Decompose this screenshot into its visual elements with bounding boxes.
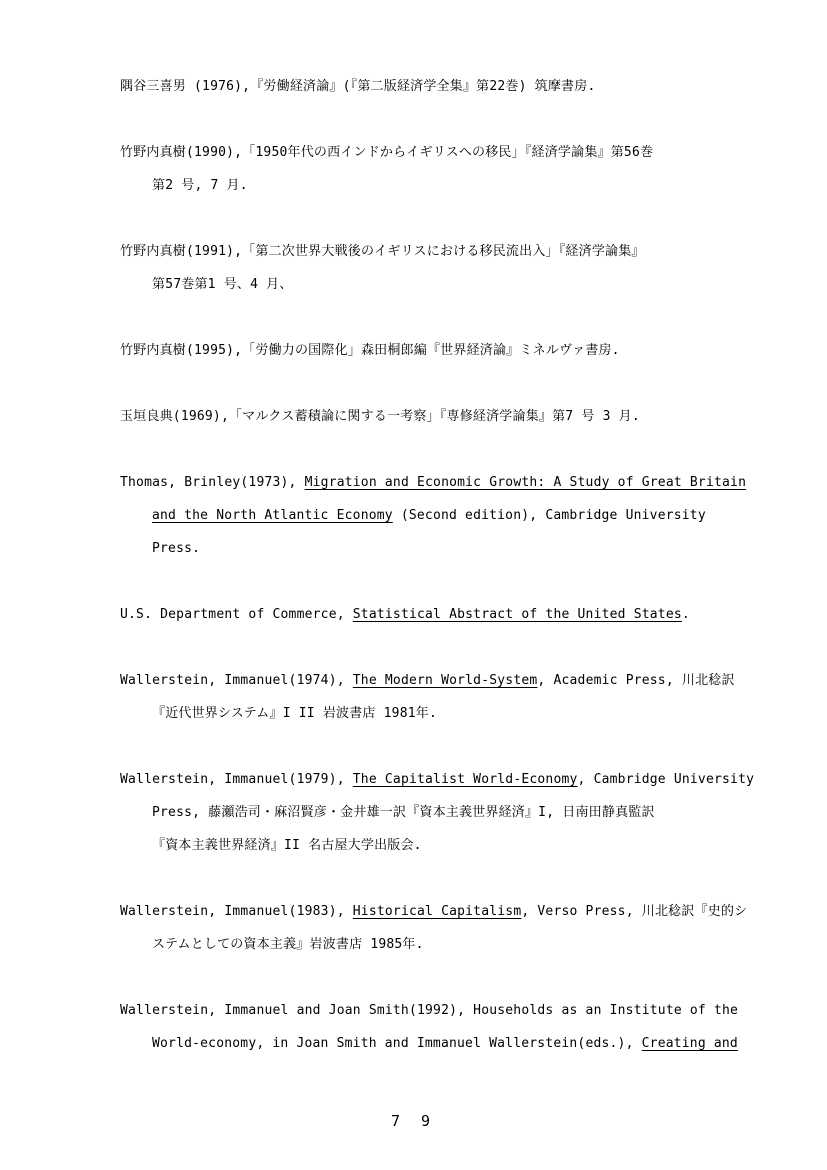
reference-continuation-line <box>120 169 780 202</box>
reference-continuation-line <box>120 697 780 730</box>
reference-title: and the North Atlantic Economy <box>152 508 393 523</box>
reference-line <box>120 235 780 268</box>
reference-text: 竹野内真樹(1991),「第二次世界大戦後のイギリスにおける移民流出入」『経済学論集』 <box>120 244 645 259</box>
reference-continuation-line <box>120 1027 780 1060</box>
reference-text: ステムとしての資本主義』岩波書店 1985年. <box>152 937 424 952</box>
reference-entry <box>120 235 780 301</box>
reference-title: The Capitalist World-Economy <box>352 772 578 787</box>
reference-text: , Academic Press, 川北稔訳 <box>537 673 735 688</box>
reference-text: 『近代世界システム』I II 岩波書店 1981年. <box>152 706 437 721</box>
reference-entry <box>120 70 780 103</box>
reference-line <box>120 70 780 103</box>
reference-line <box>120 400 780 433</box>
reference-line <box>120 334 780 367</box>
reference-continuation-line <box>120 268 780 301</box>
reference-line <box>120 994 780 1027</box>
reference-text: 『資本主義世界経済』II 名古屋大学出版会. <box>152 838 422 853</box>
reference-text: , Verso Press, 川北稔訳『史的シ <box>521 904 748 919</box>
reference-title: Creating and <box>641 1036 738 1051</box>
reference-text: 隅谷三喜男 (1976),『労働経済論』(『第二版経済学全集』第22巻) 筑摩書房. <box>120 79 596 94</box>
reference-text: 竹野内真樹(1995),「労働力の国際化」森田桐郎編『世界経済論』ミネルヴァ書房. <box>120 343 620 358</box>
reference-continuation-line <box>120 829 780 862</box>
reference-line <box>120 895 780 928</box>
reference-entry <box>120 763 780 862</box>
reference-line <box>120 466 780 499</box>
reference-continuation-line <box>120 532 780 565</box>
reference-text: 第2 号, 7 月. <box>152 178 248 193</box>
reference-text: , Cambridge University <box>577 772 755 787</box>
reference-list <box>120 70 780 1060</box>
reference-entry <box>120 895 780 961</box>
reference-text: Wallerstein, Immanuel(1983), <box>120 904 353 919</box>
reference-entry <box>120 466 780 565</box>
reference-text: World-economy, in Joan Smith and Immanuel Wallerstein(eds.), <box>152 1036 642 1051</box>
reference-entry <box>120 598 780 631</box>
reference-text: Press, 藤瀬浩司・麻沼賢彦・金井雄一訳『資本主義世界経済』I, 日南田静真監訳 <box>152 805 655 820</box>
reference-text: Wallerstein, Immanuel and Joan Smith(1992), Households as an Institute of the <box>120 1003 739 1018</box>
reference-title: The Modern World-System <box>352 673 538 688</box>
reference-entry <box>120 136 780 202</box>
reference-text: Press. <box>152 541 201 556</box>
reference-title: Historical Capitalism <box>352 904 522 919</box>
reference-line <box>120 136 780 169</box>
reference-entry <box>120 400 780 433</box>
reference-text: 玉垣良典(1969),「マルクス蓄積論に関する一考察」『専修経済学論集』第7 号 3 月. <box>120 409 640 424</box>
reference-line <box>120 763 780 796</box>
reference-text: U.S. Department of Commerce, <box>120 607 353 622</box>
reference-continuation-line <box>120 499 780 532</box>
reference-entry <box>120 664 780 730</box>
reference-text: 竹野内真樹(1990),「1950年代の西インドからイギリスへの移民」『経済学論集』第56巻 <box>120 145 654 160</box>
reference-text: . <box>681 607 690 622</box>
reference-title: Statistical Abstract of the United States <box>352 607 682 622</box>
reference-line <box>120 664 780 697</box>
reference-text: Thomas, Brinley(1973), <box>120 475 305 490</box>
reference-text: Wallerstein, Immanuel(1974), <box>120 673 353 688</box>
reference-line <box>120 598 780 631</box>
page-number: 7 9 <box>390 1112 437 1130</box>
reference-title: Migration and Economic Growth: A Study of Great Britain <box>304 475 747 490</box>
reference-text: (Second edition), Cambridge University <box>392 508 706 523</box>
reference-text: 第57巻第1 号、4 月、 <box>152 277 293 292</box>
reference-continuation-line <box>120 928 780 961</box>
reference-continuation-line <box>120 796 780 829</box>
reference-entry <box>120 994 780 1060</box>
reference-entry <box>120 334 780 367</box>
reference-text: Wallerstein, Immanuel(1979), <box>120 772 353 787</box>
